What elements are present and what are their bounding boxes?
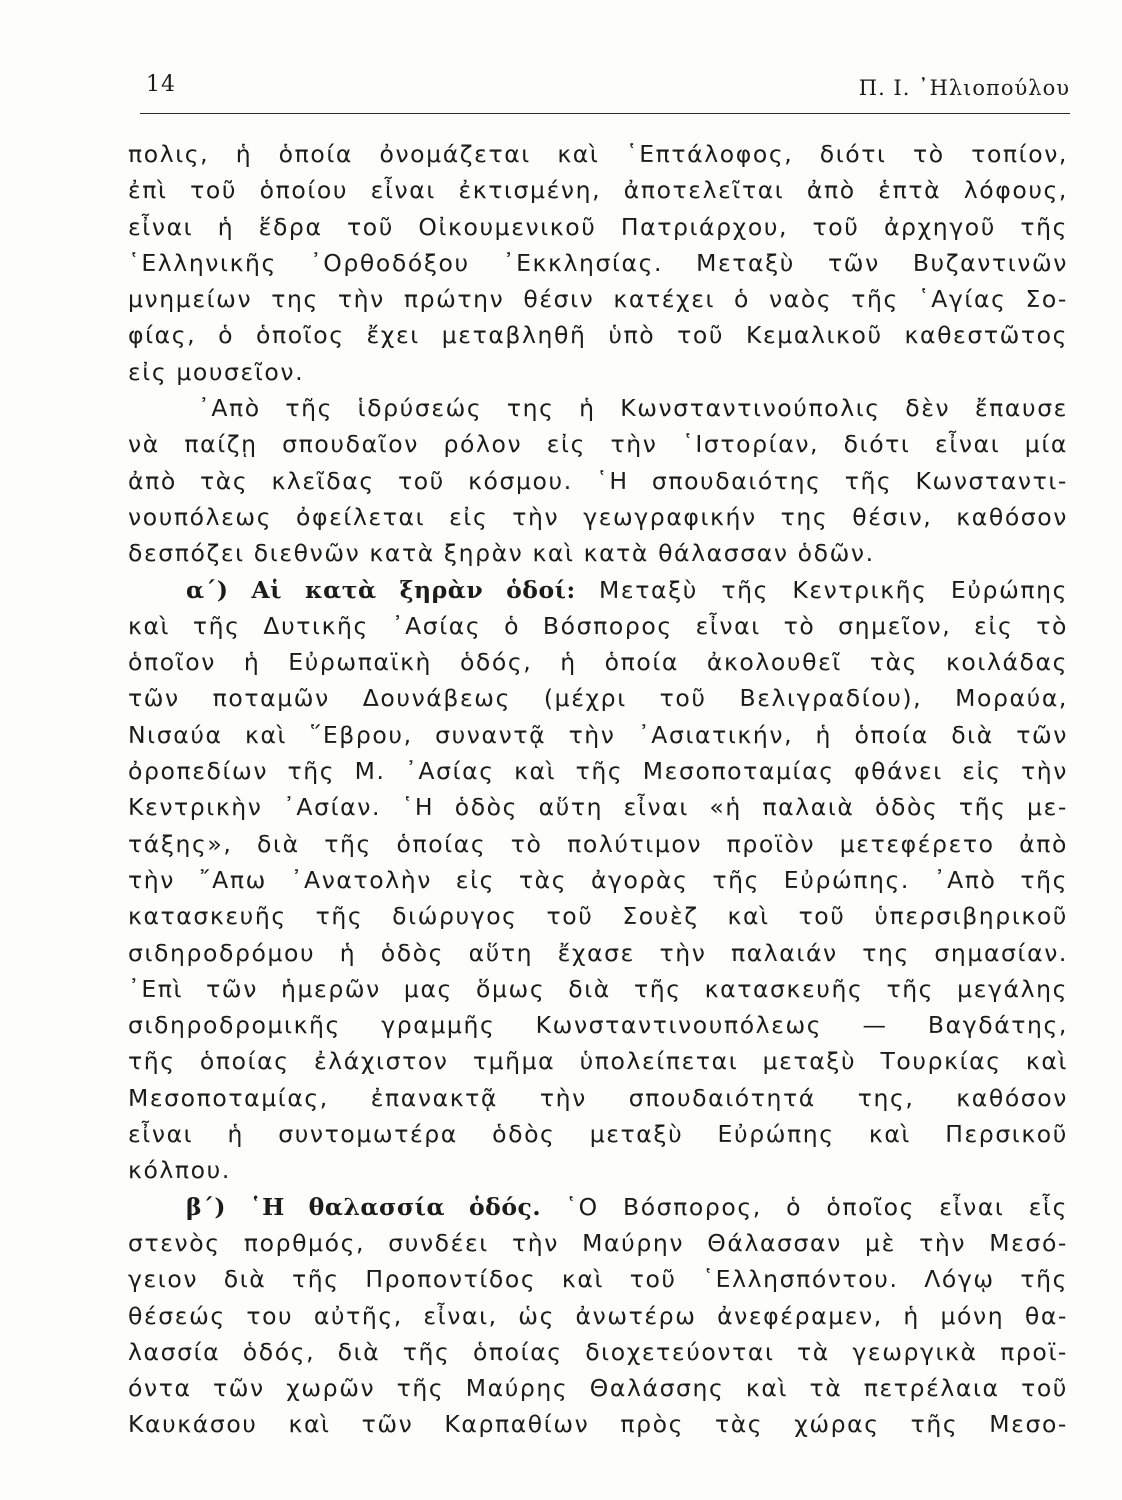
text-line: ᾿Επὶ τῶν ἡμερῶν μας ὅμως διὰ τῆς κατασκευῆς τῆς μεγάλης <box>128 974 1068 1003</box>
text-line: πολις, ἡ ὁποία ὀνομάζεται καὶ ῾Επτάλοφος, διότι τὸ τοπίον, <box>128 140 1068 168</box>
text-line: μνημείων της τὴν πρώτην θέσιν κατέχει ὁ ναὸς τῆς ῾Αγίας Σο- <box>128 285 1068 314</box>
text-line: σιδηροδρομικῆς γραμμῆς Κωνσταντινουπόλεως — Βαγδάτης, <box>128 1011 1068 1040</box>
text-line: τάξης», διὰ τῆς ὁποίας τὸ πολύτιμον προϊὸν μετεφέρετο ἀπὸ <box>128 829 1068 858</box>
text-line: εἶναι ἡ συντομωτέρα ὁδὸς μεταξὺ Εὐρώπης καὶ Περσικοῦ <box>128 1120 1068 1149</box>
text-line: Κεντρικὴν ᾿Ασίαν. ῾Η ὁδὸς αὕτη εἶναι «ἡ παλαιὰ ὁδὸς τῆς με- <box>128 793 1068 822</box>
text-line <box>128 1189 1068 1225</box>
text-line <box>128 572 1068 608</box>
text-line: όντα τῶν χωρῶν τῆς Μαύρης Θαλάσσης καὶ τὰ πετρέλαια τοῦ <box>128 1374 1068 1403</box>
text-line: κατασκευῆς τῆς διώρυγος τοῦ Σουὲζ καὶ τοῦ ὑπερσιβηρικοῦ <box>128 902 1068 931</box>
running-head: Π. Ι. ᾿Ηλιοπούλου <box>858 76 1070 100</box>
text-line: νουπόλεως ὀφείλεται εἰς τὴν γεωγραφικήν της θέσιν, καθόσον <box>128 502 1068 531</box>
text-line: τῶν ποταμῶν Δουνάβεως (μέχρι τοῦ Βελιγραδίου), Μοραύα, <box>128 684 1068 713</box>
text-line: εἰς μουσεῖον. <box>128 357 305 386</box>
text-line: τὴν ῎Απω ᾿Ανατολὴν εἰς τὰς ἀγορὰς τῆς Εὐρώπης. ᾿Απὸ τῆς <box>128 865 1068 894</box>
text-line: ἀπὸ τὰς κλεῖδας τοῦ κόσμου. ῾Η σπουδαιότης τῆς Κωνσταντι- <box>128 466 1068 495</box>
text-line: ᾿Απὸ τῆς ἱδρύσεώς της ἡ Κωνσταντινούπολις δὲν ἔπαυσε <box>198 394 1068 423</box>
subheading-land-routes: α΄) Αἱ κατὰ ξηρὰν ὁδοί: <box>186 575 576 604</box>
text-line: δεσπόζει διεθνῶν κατὰ ξηρὰν καὶ κατὰ θάλασσαν ὁδῶν. <box>128 539 875 568</box>
text-line: τῆς ὁποίας ἐλάχιστον τμῆμα ὑπολείπεται μεταξὺ Τουρκίας καὶ <box>128 1047 1068 1076</box>
text-line: νὰ παίζῃ σπουδαῖον ρόλον εἰς τὴν ῾Ιστορίαν, διότι εἶναι μία <box>128 430 1068 459</box>
text-line: καὶ τῆς Δυτικῆς ᾿Ασίας ὁ Βόσπορος εἶναι τὸ σημεῖον, εἰς τὸ <box>128 611 1068 640</box>
page-header <box>140 72 1070 108</box>
text-line: σιδηροδρόμου ἡ ὁδὸς αὕτη ἔχασε τὴν παλαιάν της σημασίαν. <box>128 938 1068 967</box>
text-span: ῾Ο Βόσπορος, ὁ ὁποῖος εἶναι εἷς <box>565 1192 1068 1221</box>
text-line: ῾Ελληνικῆς ᾿Ορθοδόξου ᾿Εκκλησίας. Μεταξὺ τῶν Βυζαντινῶν <box>128 248 1068 277</box>
text-line: εἶναι ἡ ἕδρα τοῦ Οἰκουμενικοῦ Πατριάρχου, τοῦ ἀρχηγοῦ τῆς <box>128 212 1068 241</box>
body-text <box>128 136 1068 1443</box>
text-line: Μεσοποταμίας, ἐπανακτᾷ τὴν σπουδαιότητά της, καθόσον <box>128 1083 1068 1112</box>
text-line: Νισαύα καὶ ῞Εβρου, συναντᾷ τὴν ᾿Ασιατικήν, ἡ ὁποία διὰ τῶν <box>128 720 1068 749</box>
text-line: ὀροπεδίων τῆς Μ. ᾿Ασίας καὶ τῆς Μεσοποταμίας φθάνει εἰς τὴν <box>128 757 1068 786</box>
text-line: γειον διὰ τῆς Προποντίδος καὶ τοῦ ῾Ελλησπόντου. Λόγῳ τῆς <box>128 1265 1068 1294</box>
text-line: φίας, ὁ ὁποῖος ἔχει μεταβληθῆ ὑπὸ τοῦ Κεμαλικοῦ καθεστῶτος <box>128 321 1068 350</box>
subheading-sea-route: β΄) ῾Η θαλασσία ὁδός. <box>186 1192 541 1221</box>
text-line: ὁποῖον ἡ Εὐρωπαϊκὴ ὁδός, ἡ ὁποία ἀκολουθεῖ τὰς κοιλάδας <box>128 648 1068 677</box>
text-line: στενὸς πορθμός, συνδέει τὴν Μαύρην Θάλασσαν μὲ τὴν Μεσό- <box>128 1228 1068 1257</box>
page-number: 14 <box>146 72 176 97</box>
header-rule <box>140 113 1070 114</box>
text-line: ἐπὶ τοῦ ὁποίου εἶναι ἐκτισμένη, ἀποτελεῖται ἀπὸ ἑπτὰ λόφους, <box>128 176 1068 205</box>
text-line: λασσία ὁδός, διὰ τῆς ὁποίας διοχετεύονται τὰ γεωργικὰ προϊ- <box>128 1337 1068 1366</box>
text-line: κόλπου. <box>128 1156 231 1185</box>
text-line: Καυκάσου καὶ τῶν Καρπαθίων πρὸς τὰς χώρας τῆς Μεσο- <box>128 1410 1068 1439</box>
text-line: θέσεώς του αὐτῆς, εἶναι, ὡς ἀνωτέρω ἀνεφέραμεν, ἡ μόνη θα- <box>128 1301 1068 1330</box>
text-span: Μεταξὺ τῆς Κεντρικῆς Εὐρώπης <box>599 575 1068 604</box>
